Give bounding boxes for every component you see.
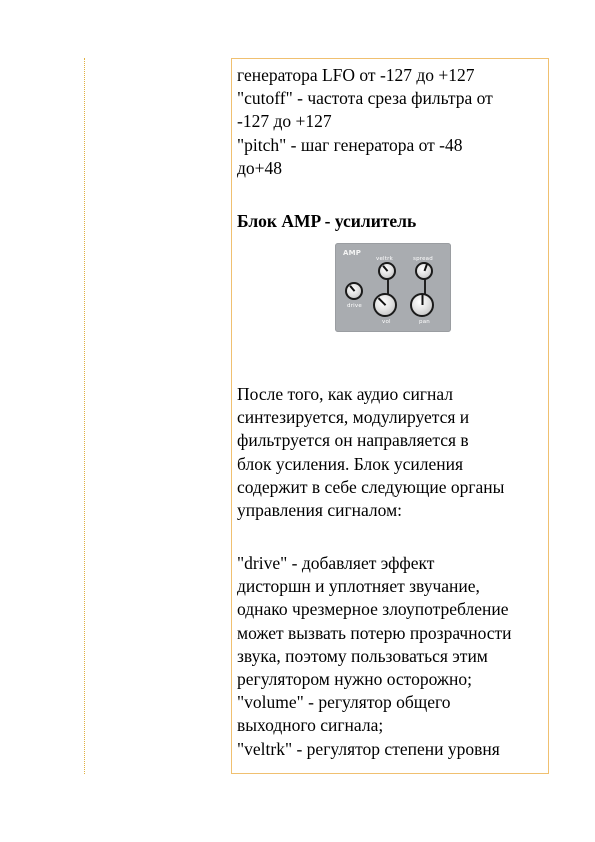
text-line: содержит в себе следующие органы (237, 476, 505, 497)
text-line: синтезируется, модулируется и (237, 407, 470, 428)
amp-panel-title: AMP (343, 249, 362, 257)
drive-knob (345, 282, 363, 300)
margin-rule-left (84, 58, 85, 774)
spread-knob (415, 262, 433, 280)
knob-indicator (383, 265, 389, 271)
vol-label: vol (382, 319, 391, 325)
text-line: "veltrk" - регулятор степени уровня (237, 738, 500, 759)
text-line: блок усиления. Блок усиления (237, 453, 464, 474)
knob-indicator (378, 297, 386, 305)
text-line: дисторшн и уплотняет звучание, (237, 576, 480, 597)
spread-label: spread (413, 256, 433, 262)
text-line: выходного сигнала; (237, 715, 384, 736)
text-line: После того, как аудио сигнал (237, 384, 454, 404)
text-line: "drive" - добавляет эффект (237, 553, 435, 573)
knob-indicator (422, 295, 424, 305)
text-line: звука, поэтому пользоваться этим (237, 645, 488, 666)
text-line: "pitch" - шаг генератора от -48 (237, 134, 463, 155)
text-line: однако чрезмерное злоупотребление (237, 599, 509, 620)
text-line: "cutoff" - частота среза фильтра от (237, 88, 493, 109)
paragraph-intro (237, 383, 549, 522)
text-line: может вызвать потерю прозрачности (237, 622, 512, 643)
drive-label: drive (347, 303, 362, 309)
pan-knob (410, 293, 434, 317)
text-line: фильтруется он направляется в (237, 430, 469, 451)
text-line: регулятором нужно осторожно; (237, 669, 472, 690)
vol-knob (373, 293, 397, 317)
knob-indicator (350, 285, 356, 291)
knob-indicator (424, 264, 428, 271)
text-line: генератора LFO от -127 до +127 (237, 65, 475, 85)
text-line: до+48 (237, 157, 283, 178)
veltrk-label: veltrk (376, 256, 393, 262)
veltrk-knob (378, 262, 396, 280)
section-heading: Блок AMP - усилитель (237, 211, 417, 231)
pan-label: pan (419, 319, 430, 325)
paragraph-top (237, 64, 549, 180)
text-line: управления сигналом: (237, 500, 403, 521)
amp-panel-image (335, 243, 451, 332)
text-line: -127 до +127 (237, 111, 332, 132)
text-line: "volume" - регулятор общего (237, 692, 451, 713)
paragraph-controls (237, 552, 549, 761)
